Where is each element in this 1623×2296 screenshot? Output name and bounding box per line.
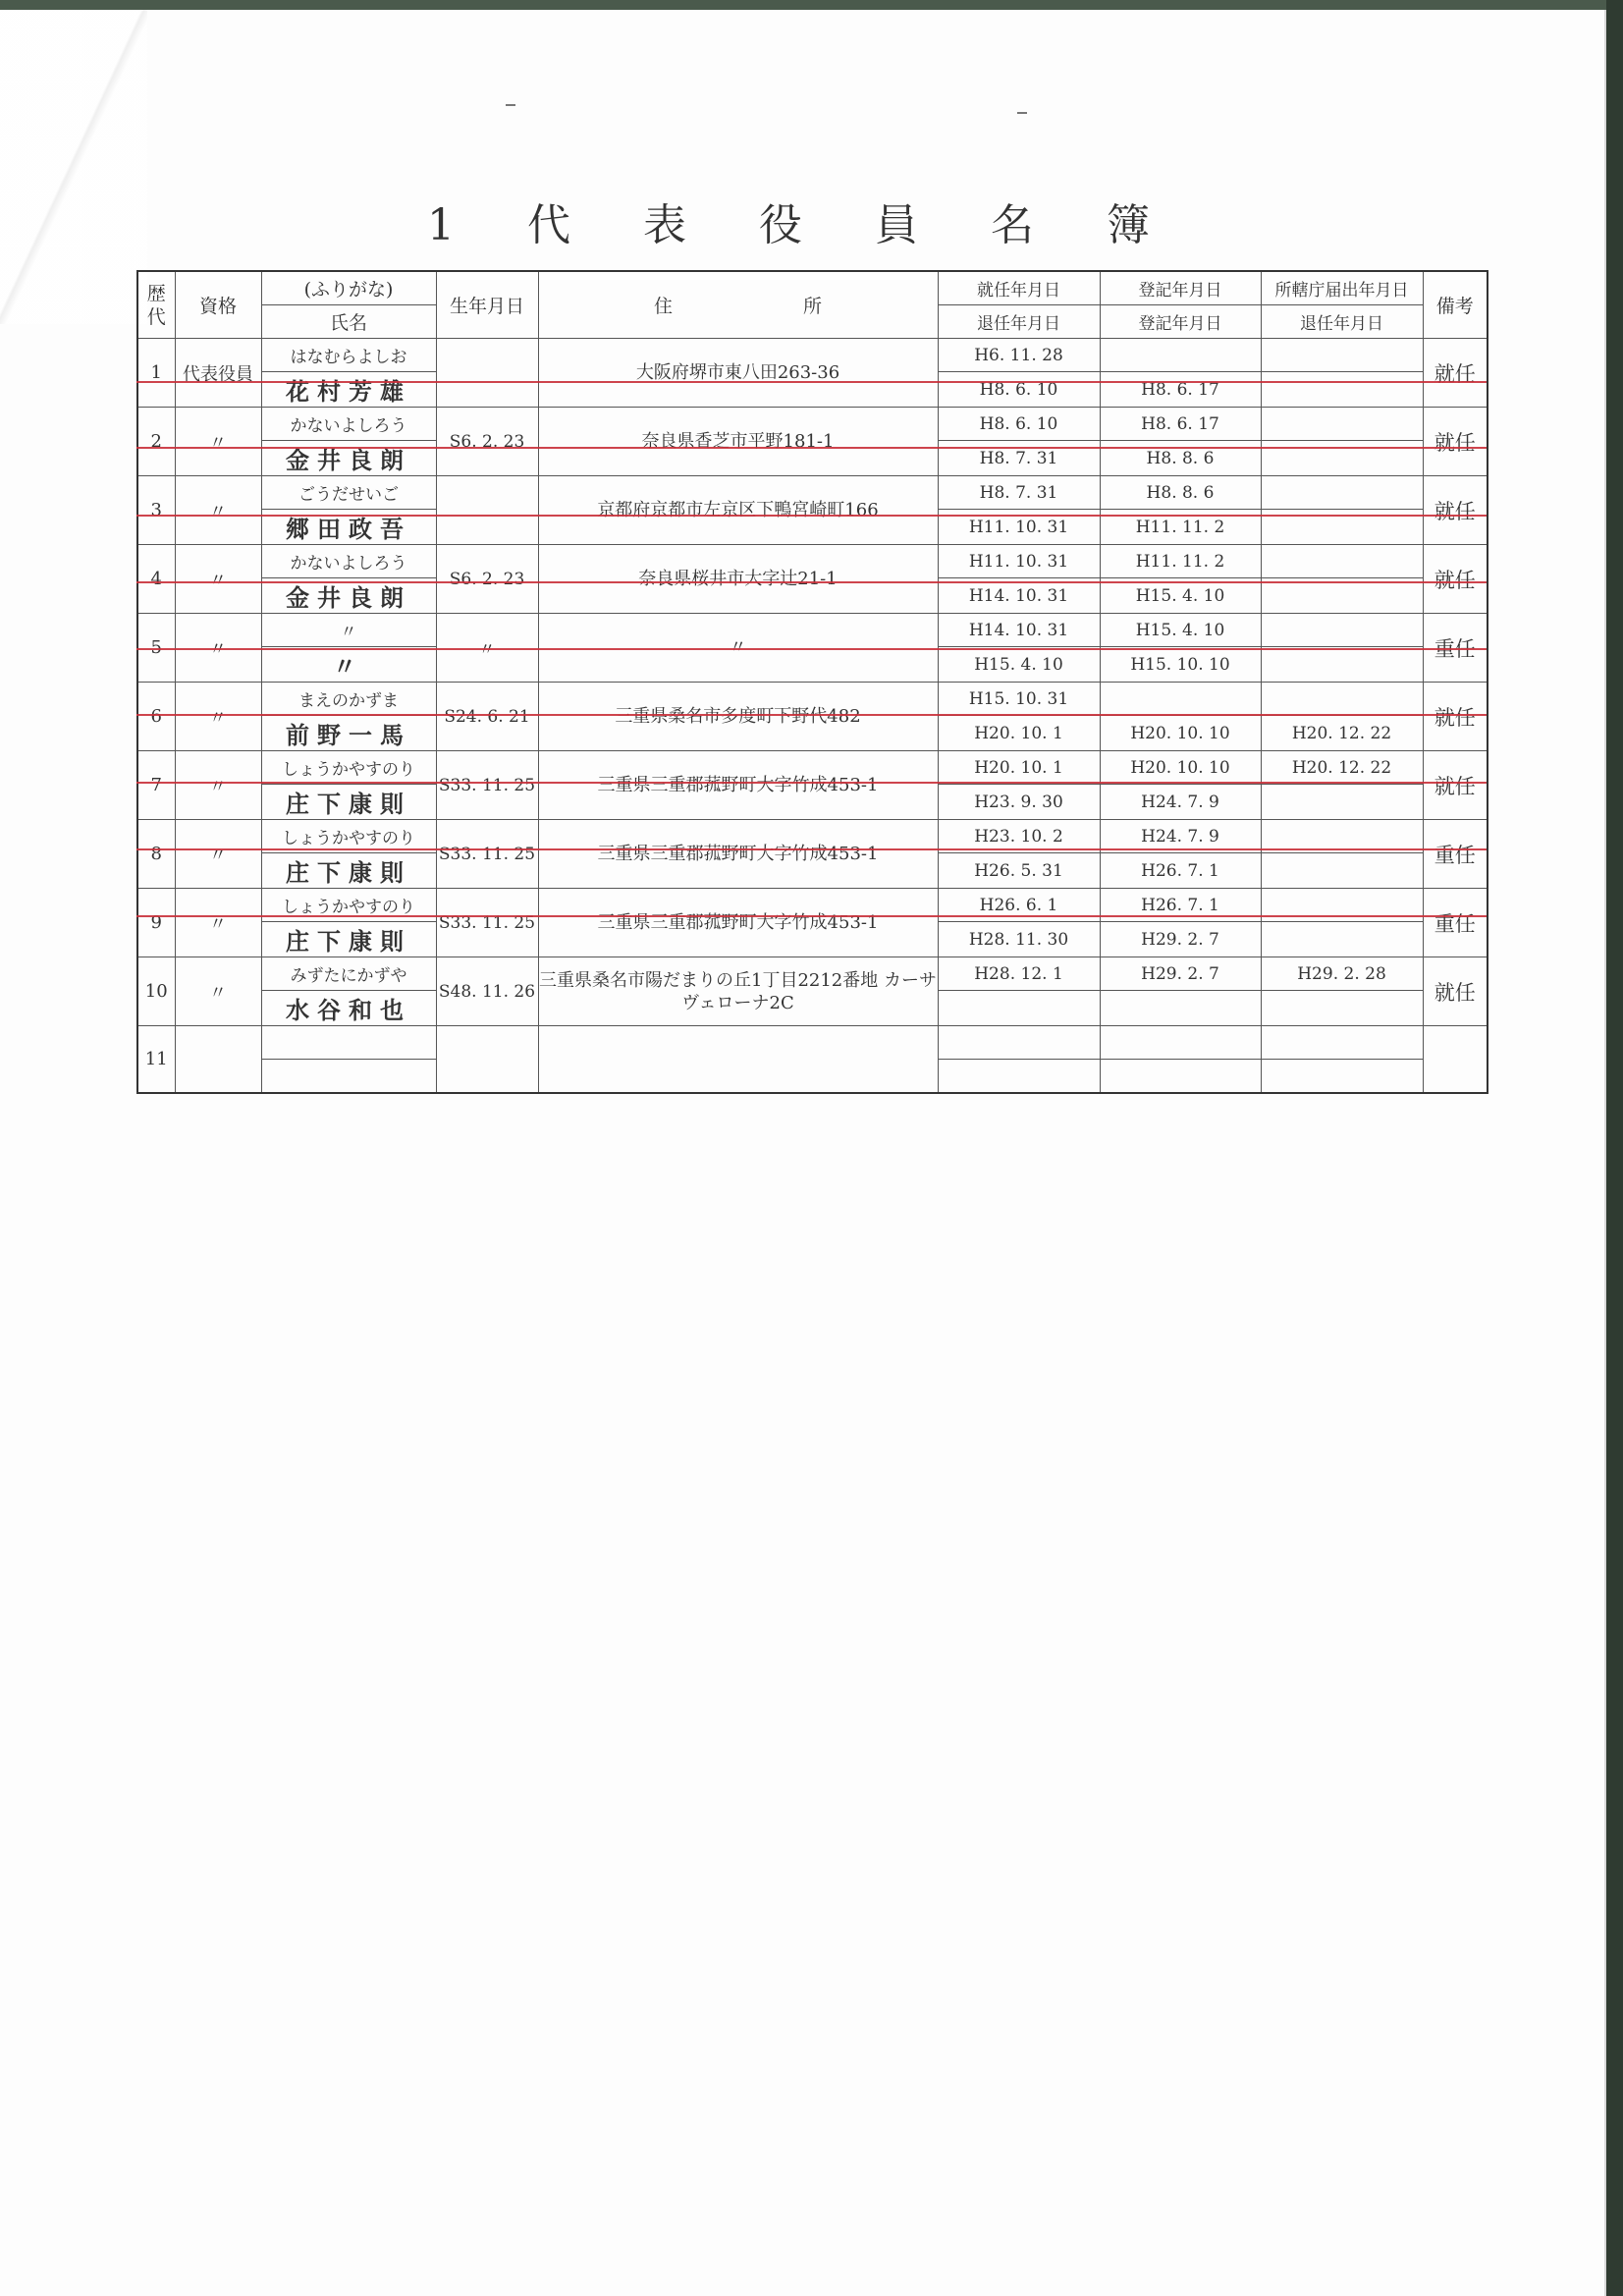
- appointed-date-cell: [938, 1026, 1100, 1060]
- office-filed-cell: [1261, 683, 1423, 716]
- registered-out-cell: H20. 10. 10: [1100, 716, 1261, 751]
- office-retired-cell: H20. 12. 22: [1261, 716, 1423, 751]
- retired-date-cell: H14. 10. 31: [938, 578, 1100, 614]
- address-cell: 三重県三重郡菰野町大字竹成453-1: [538, 751, 938, 820]
- remarks-cell: 就任: [1423, 339, 1488, 408]
- address-cell: 三重県三重郡菰野町大字竹成453-1: [538, 820, 938, 889]
- birthdate-cell: S33. 11. 25: [436, 889, 538, 957]
- office-filed-cell: [1261, 614, 1423, 647]
- qualification-cell: 〃: [175, 820, 261, 889]
- office-retired-cell: [1261, 785, 1423, 820]
- header-registered: 登記年月日: [1100, 305, 1261, 339]
- registered-in-cell: H20. 10. 10: [1100, 751, 1261, 785]
- office-retired-cell: [1261, 1060, 1423, 1094]
- birthdate-cell: [436, 339, 538, 408]
- office-filed-cell: [1261, 339, 1423, 372]
- address-cell: 〃: [538, 614, 938, 683]
- document-title: 1 代 表 役 員 名 簿: [427, 200, 1179, 250]
- registered-in-cell: H15. 4. 10: [1100, 614, 1261, 647]
- registered-in-cell: H24. 7. 9: [1100, 820, 1261, 853]
- birthdate-cell: S24. 6. 21: [436, 683, 538, 751]
- remarks-cell: 就任: [1423, 683, 1488, 751]
- office-filed-cell: H29. 2. 28: [1261, 957, 1423, 991]
- registered-out-cell: H15. 4. 10: [1100, 578, 1261, 614]
- table-row: [137, 339, 1488, 372]
- red-strike-line: [136, 848, 1487, 850]
- name-cell: 金井良朗: [261, 578, 436, 614]
- history-number: 9: [137, 889, 175, 957]
- appointed-date-cell: H14. 10. 31: [938, 614, 1100, 647]
- name-cell: 花村芳雄: [261, 372, 436, 408]
- registered-out-cell: [1100, 991, 1261, 1026]
- address-cell: 奈良県香芝市平野181-1: [538, 408, 938, 476]
- registered-in-cell: H11. 11. 2: [1100, 545, 1261, 578]
- office-filed-cell: [1261, 545, 1423, 578]
- red-strike-line: [136, 648, 1487, 650]
- history-number: 10: [137, 957, 175, 1026]
- furigana-cell: [261, 1026, 436, 1060]
- table-row: [137, 1026, 1488, 1060]
- header-retired: 退任年月日: [938, 305, 1100, 339]
- scan-mark: [506, 104, 515, 106]
- retired-date-cell: H26. 5. 31: [938, 853, 1100, 889]
- office-retired-cell: [1261, 647, 1423, 683]
- furigana-cell: 〃: [261, 614, 436, 647]
- appointed-date-cell: H20. 10. 1: [938, 751, 1100, 785]
- red-strike-line: [136, 782, 1487, 784]
- header-furigana: (ふりがな): [261, 271, 436, 305]
- address-cell: 大阪府堺市東八田263-36: [538, 339, 938, 408]
- header-address: 住 所: [538, 271, 938, 339]
- retired-date-cell: H8. 7. 31: [938, 441, 1100, 476]
- birthdate-cell: 〃: [436, 614, 538, 683]
- remarks-cell: 就任: [1423, 545, 1488, 614]
- registered-in-cell: [1100, 683, 1261, 716]
- registered-in-cell: [1100, 339, 1261, 372]
- appointed-date-cell: H8. 7. 31: [938, 476, 1100, 510]
- history-number: 5: [137, 614, 175, 683]
- appointed-date-cell: H8. 6. 10: [938, 408, 1100, 441]
- office-filed-cell: [1261, 408, 1423, 441]
- retired-date-cell: H11. 10. 31: [938, 510, 1100, 545]
- registered-out-cell: H8. 8. 6: [1100, 441, 1261, 476]
- header-qualification: 資格: [175, 271, 261, 339]
- retired-date-cell: H28. 11. 30: [938, 922, 1100, 957]
- address-cell: 奈良県桜井市大字辻21-1: [538, 545, 938, 614]
- birthdate-cell: S48. 11. 26: [436, 957, 538, 1026]
- registered-out-cell: H29. 2. 7: [1100, 922, 1261, 957]
- office-filed-cell: [1261, 1026, 1423, 1060]
- officer-roster-table: [136, 270, 1488, 1094]
- furigana-cell: しょうかやすのり: [261, 820, 436, 853]
- appointed-date-cell: H28. 12. 1: [938, 957, 1100, 991]
- address-cell: [538, 1026, 938, 1094]
- remarks-cell: 就任: [1423, 957, 1488, 1026]
- appointed-date-cell: H26. 6. 1: [938, 889, 1100, 922]
- registered-out-cell: H8. 6. 17: [1100, 372, 1261, 408]
- header-history: 歴代: [137, 271, 175, 339]
- office-retired-cell: [1261, 441, 1423, 476]
- registered-in-cell: H8. 6. 17: [1100, 408, 1261, 441]
- qualification-cell: [175, 1026, 261, 1094]
- history-number: 11: [137, 1026, 175, 1094]
- history-number: 2: [137, 408, 175, 476]
- scan-edge: [1606, 0, 1623, 2296]
- header-remarks: 備考: [1423, 271, 1488, 339]
- office-retired-cell: [1261, 922, 1423, 957]
- table-row: [137, 476, 1488, 510]
- birthdate-cell: S6. 2. 23: [436, 408, 538, 476]
- registered-out-cell: H24. 7. 9: [1100, 785, 1261, 820]
- retired-date-cell: H8. 6. 10: [938, 372, 1100, 408]
- red-strike-line: [136, 381, 1487, 383]
- furigana-cell: ごうだせいご: [261, 476, 436, 510]
- header-office-retired: 退任年月日: [1261, 305, 1423, 339]
- table-row: [137, 408, 1488, 441]
- qualification-cell: 〃: [175, 614, 261, 683]
- qualification-cell: 〃: [175, 683, 261, 751]
- registered-in-cell: H26. 7. 1: [1100, 889, 1261, 922]
- furigana-cell: かないよしろう: [261, 408, 436, 441]
- birthdate-cell: S33. 11. 25: [436, 751, 538, 820]
- name-cell: 金井良朗: [261, 441, 436, 476]
- name-cell: 前野一馬: [261, 716, 436, 751]
- history-number: 4: [137, 545, 175, 614]
- page-fold-shadow: [0, 10, 147, 324]
- name-cell: 水谷和也: [261, 991, 436, 1026]
- birthdate-cell: [436, 1026, 538, 1094]
- red-strike-line: [136, 581, 1487, 583]
- furigana-cell: しょうかやすのり: [261, 751, 436, 785]
- registered-out-cell: H26. 7. 1: [1100, 853, 1261, 889]
- remarks-cell: 就任: [1423, 408, 1488, 476]
- header-office-filed: 所轄庁届出年月日: [1261, 271, 1423, 305]
- qualification-cell: 代表役員: [175, 339, 261, 408]
- remarks-cell: 重任: [1423, 614, 1488, 683]
- address-cell: 三重県三重郡菰野町大字竹成453-1: [538, 889, 938, 957]
- qualification-cell: 〃: [175, 476, 261, 545]
- history-number: 1: [137, 339, 175, 408]
- qualification-cell: 〃: [175, 957, 261, 1026]
- header-registered: 登記年月日: [1100, 271, 1261, 305]
- address-cell: 三重県桑名市陽だまりの丘1丁目2212番地 カーサヴェローナ2C: [538, 957, 938, 1026]
- furigana-cell: まえのかずま: [261, 683, 436, 716]
- furigana-cell: かないよしろう: [261, 545, 436, 578]
- registered-out-cell: H11. 11. 2: [1100, 510, 1261, 545]
- office-retired-cell: [1261, 372, 1423, 408]
- address-cell: 京都府京都市左京区下鴨宮崎町166: [538, 476, 938, 545]
- registered-in-cell: H29. 2. 7: [1100, 957, 1261, 991]
- retired-date-cell: H15. 4. 10: [938, 647, 1100, 683]
- name-cell: 庄下康則: [261, 785, 436, 820]
- history-number: 6: [137, 683, 175, 751]
- history-number: 3: [137, 476, 175, 545]
- birthdate-cell: S33. 11. 25: [436, 820, 538, 889]
- red-strike-line: [136, 515, 1487, 517]
- remarks-cell: 就任: [1423, 476, 1488, 545]
- retired-date-cell: [938, 991, 1100, 1026]
- appointed-date-cell: H23. 10. 2: [938, 820, 1100, 853]
- registered-out-cell: H15. 10. 10: [1100, 647, 1261, 683]
- office-filed-cell: [1261, 476, 1423, 510]
- furigana-cell: しょうかやすのり: [261, 889, 436, 922]
- retired-date-cell: [938, 1060, 1100, 1094]
- remarks-cell: 重任: [1423, 889, 1488, 957]
- history-number: 7: [137, 751, 175, 820]
- name-cell: 庄下康則: [261, 853, 436, 889]
- red-strike-line: [136, 447, 1487, 449]
- name-cell: 庄下康則: [261, 922, 436, 957]
- appointed-date-cell: H11. 10. 31: [938, 545, 1100, 578]
- qualification-cell: 〃: [175, 889, 261, 957]
- retired-date-cell: H20. 10. 1: [938, 716, 1100, 751]
- header-appointed: 就任年月日: [938, 271, 1100, 305]
- header-name: 氏名: [261, 305, 436, 339]
- office-filed-cell: H20. 12. 22: [1261, 751, 1423, 785]
- birthdate-cell: S6. 2. 23: [436, 545, 538, 614]
- scan-mark: [1017, 112, 1027, 114]
- birthdate-cell: [436, 476, 538, 545]
- remarks-cell: 就任: [1423, 751, 1488, 820]
- address-cell: 三重県桑名市多度町下野代482: [538, 683, 938, 751]
- red-strike-line: [136, 915, 1487, 917]
- registered-in-cell: [1100, 1026, 1261, 1060]
- remarks-cell: [1423, 1026, 1488, 1094]
- qualification-cell: 〃: [175, 408, 261, 476]
- office-retired-cell: [1261, 991, 1423, 1026]
- history-number: 8: [137, 820, 175, 889]
- qualification-cell: 〃: [175, 751, 261, 820]
- header-birthdate: 生年月日: [436, 271, 538, 339]
- red-strike-line: [136, 714, 1487, 716]
- office-retired-cell: [1261, 853, 1423, 889]
- furigana-cell: みずたにかずや: [261, 957, 436, 991]
- furigana-cell: はなむらよしお: [261, 339, 436, 372]
- registered-in-cell: H8. 8. 6: [1100, 476, 1261, 510]
- table-row: [137, 957, 1488, 991]
- registered-out-cell: [1100, 1060, 1261, 1094]
- table-row: [137, 751, 1488, 785]
- name-cell: 〃: [261, 647, 436, 683]
- name-cell: 郷田政吾: [261, 510, 436, 545]
- table-row: [137, 614, 1488, 647]
- appointed-date-cell: H15. 10. 31: [938, 683, 1100, 716]
- remarks-cell: 重任: [1423, 820, 1488, 889]
- name-cell: [261, 1060, 436, 1094]
- retired-date-cell: H23. 9. 30: [938, 785, 1100, 820]
- table-row: [137, 683, 1488, 716]
- appointed-date-cell: H6. 11. 28: [938, 339, 1100, 372]
- table-row: [137, 545, 1488, 578]
- qualification-cell: 〃: [175, 545, 261, 614]
- header-row: [137, 271, 1488, 305]
